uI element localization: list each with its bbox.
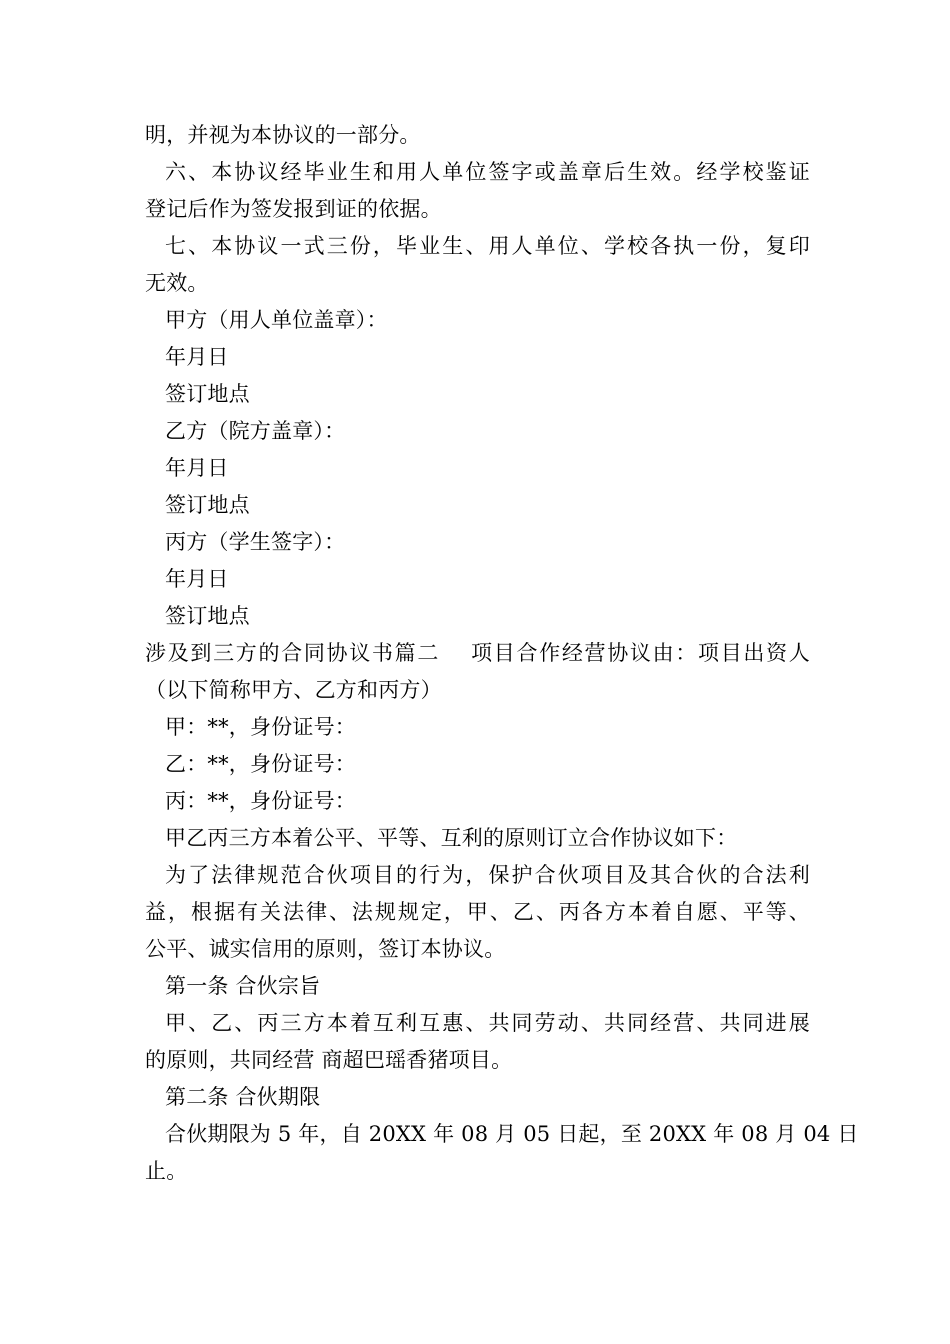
text-line: 登记后作为签发报到证的依据。	[145, 197, 442, 221]
article-two-body-line: 合伙期限为 5 年，自 20XX 年 08 月 05 日起，至 20XX 年 08 月 04 日	[165, 1122, 859, 1146]
party-c-id-line: 丙：**，身份证号：	[165, 789, 356, 813]
article-one-body-line: 甲、乙、丙三方本着互利互惠、共同劳动、共同经营、共同进展	[165, 1011, 810, 1035]
text-line: （以下简称甲方、乙方和丙方）	[145, 678, 442, 702]
text-line: 明，并视为本协议的一部分。	[145, 123, 421, 147]
article-one-heading: 第一条 合伙宗旨	[165, 974, 321, 998]
document-body	[145, 117, 859, 1190]
date-label: 年月日	[165, 456, 229, 480]
text-line: 无效。	[145, 271, 209, 295]
signing-location-label: 签订地点	[165, 604, 250, 628]
date-label: 年月日	[165, 345, 229, 369]
date-label: 年月日	[165, 567, 229, 591]
party-a-id-line: 甲：**，身份证号：	[165, 715, 356, 739]
party-a-signature-label: 甲方（用人单位盖章）：	[165, 308, 388, 332]
article-two-body-line: 止。	[145, 1159, 188, 1183]
signing-location-label: 签订地点	[165, 493, 250, 517]
agreement-intro-line: 甲乙丙三方本着公平、平等、互利的原则订立合作协议如下：	[165, 826, 738, 850]
section-two-heading: 涉及到三方的合同协议书篇二 项目合作经营协议由：项目出资人	[145, 641, 810, 665]
purpose-paragraph-line: 益，根据有关法律、法规规定，甲、乙、丙各方本着自愿、平等、	[145, 900, 810, 924]
purpose-paragraph-line: 为了法律规范合伙项目的行为，保护合伙项目及其合伙的合法利	[165, 863, 810, 887]
signing-location-label: 签订地点	[165, 382, 250, 406]
party-b-signature-label: 乙方（院方盖章）：	[165, 419, 346, 443]
purpose-paragraph-line: 公平、诚实信用的原则，签订本协议。	[145, 937, 506, 961]
party-b-id-line: 乙：**，身份证号：	[165, 752, 356, 776]
clause-six-line: 六、本协议经毕业生和用人单位签字或盖章后生效。经学校鉴证	[165, 160, 810, 184]
article-one-body-line: 的原则，共同经营 商超巴瑶香猪项目。	[145, 1048, 513, 1072]
party-c-signature-label: 丙方（学生签字）：	[165, 530, 346, 554]
article-two-heading: 第二条 合伙期限	[165, 1085, 321, 1109]
clause-seven-line: 七、本协议一式三份，毕业生、用人单位、学校各执一份，复印	[165, 234, 810, 258]
